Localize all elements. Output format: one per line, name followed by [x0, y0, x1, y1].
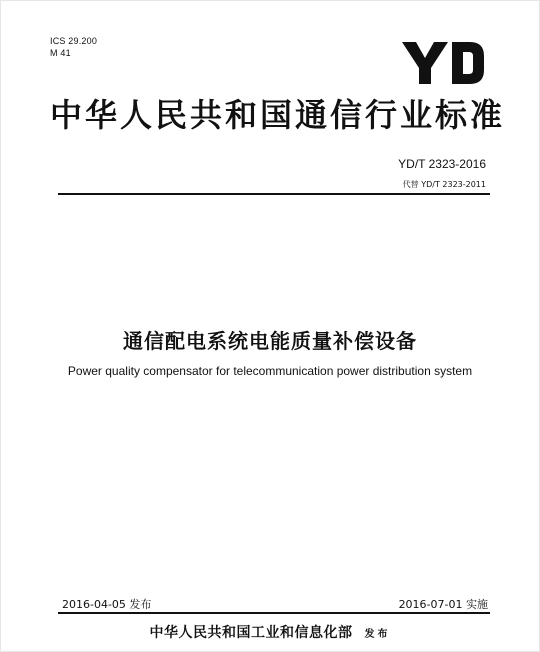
replaces-standard: 代替 YD/T 2323-2011: [402, 180, 486, 189]
document-title-english: Power quality compensator for telecommunication power distribution system: [67, 364, 473, 378]
document-title-chinese: 通信配电系统电能质量补偿设备: [123, 329, 417, 353]
footer-divider: [58, 612, 490, 614]
header-divider: [58, 193, 490, 195]
category-code: M 41: [50, 48, 71, 58]
standard-type-title: 中华人民共和国通信行业标准: [50, 96, 506, 134]
classification-codes: [50, 35, 97, 59]
issuing-authority: [0, 622, 540, 642]
issuer-suffix: 发布: [364, 629, 391, 640]
issuer-name: 中华人民共和国工业和信息化部: [149, 625, 353, 641]
yd-logo: [400, 40, 486, 86]
ics-code: ICS 29.200: [50, 36, 98, 46]
issue-date: 2016-04-05 发布: [62, 598, 152, 611]
standard-number: YD/T 2323-2016: [398, 157, 486, 171]
implementation-date: 2016-07-01 实施: [398, 598, 488, 611]
